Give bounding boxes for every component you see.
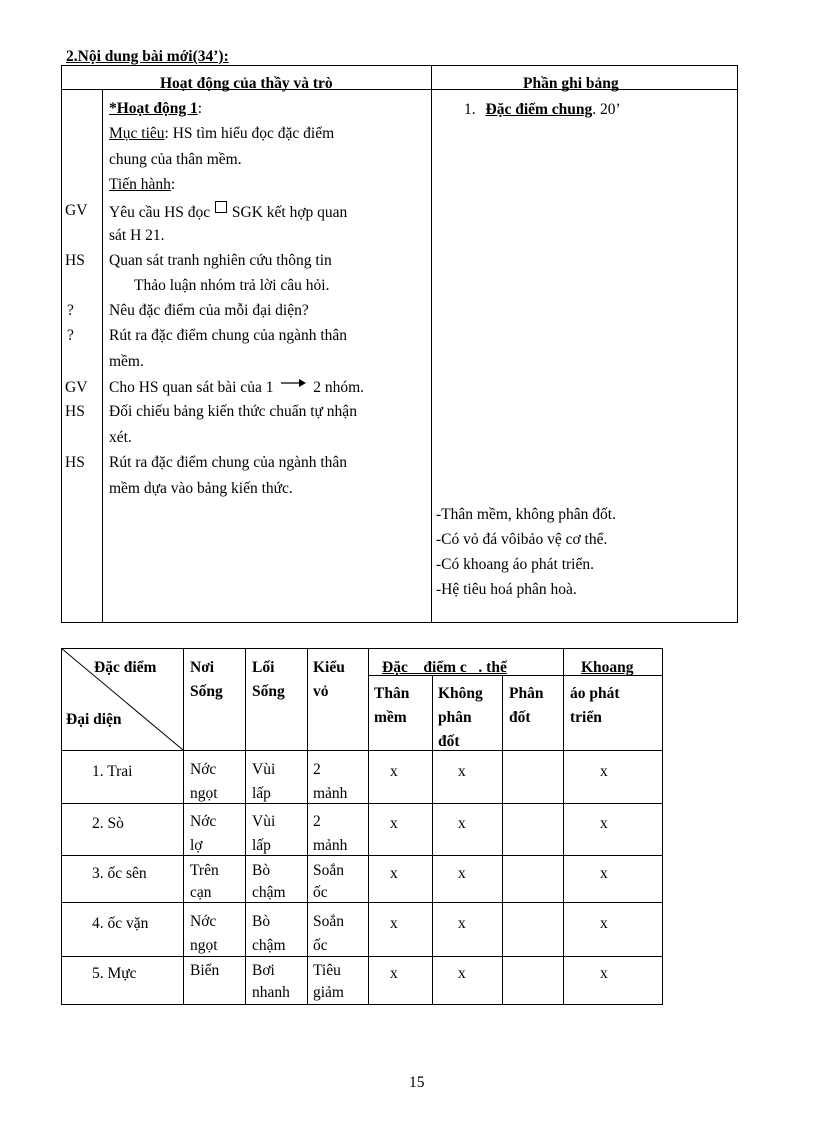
conclusion-line: -Có khoang áo phát triển. bbox=[436, 556, 594, 573]
row-species: 1. Trai bbox=[92, 763, 133, 780]
row-lifestyle-1: Vùi bbox=[252, 813, 276, 830]
row-shell bbox=[313, 910, 344, 958]
header-lifestyle bbox=[252, 656, 285, 704]
activity-title-colon: : bbox=[197, 100, 203, 117]
row-habitat-2: lợ bbox=[190, 837, 203, 854]
row-mantle-mark: x bbox=[600, 965, 608, 982]
gv-instruction bbox=[109, 201, 347, 223]
row-shell-2: mảnh bbox=[313, 837, 348, 854]
row-habitat-1: Nớc bbox=[190, 813, 217, 830]
row-unseg-mark: x bbox=[458, 915, 466, 932]
row-habitat bbox=[190, 860, 219, 904]
row-unseg-mark: x bbox=[458, 965, 466, 982]
row-unseg-mark: x bbox=[458, 815, 466, 832]
gv-instruction-part-b: SGK kết hợp quan bbox=[231, 204, 348, 221]
objective-text: : HS tìm hiểu đọc đặc điểm bbox=[164, 125, 335, 142]
row-mantle-mark: x bbox=[600, 865, 608, 882]
row-mantle-mark: x bbox=[600, 763, 608, 780]
question-1: Nêu đặc điểm của mỗi đại diện? bbox=[109, 302, 309, 319]
activity-title-text: *Hoạt động 1 bbox=[109, 100, 198, 117]
board-item-title: Đặc điểm chung bbox=[485, 101, 593, 118]
diag-header-representative: Đại diện bbox=[66, 711, 122, 728]
row-habitat-2: ngọt bbox=[190, 937, 218, 954]
header-shell-line-2: vỏ bbox=[313, 683, 329, 700]
header-habitat-line-1: Nơi bbox=[190, 659, 215, 676]
row-habitat-1: Trên bbox=[190, 862, 219, 879]
header-lifestyle-line-2: Sống bbox=[252, 683, 285, 700]
row-shell-2: ốc bbox=[313, 937, 328, 954]
row-habitat bbox=[190, 810, 216, 858]
header-segmented bbox=[509, 682, 543, 730]
arrow-right-icon bbox=[279, 378, 307, 388]
row-habitat-2: ngọt bbox=[190, 785, 218, 802]
header-unseg-line-1: Không bbox=[438, 685, 483, 702]
row-soft-mark: x bbox=[390, 815, 398, 832]
row-habitat bbox=[190, 910, 218, 958]
row-lifestyle-2: lấp bbox=[252, 785, 271, 802]
row-habitat-1: Nớc bbox=[190, 761, 217, 778]
row-shell-1: Soắn bbox=[313, 913, 344, 930]
row-habitat bbox=[190, 758, 218, 806]
page-number: 15 bbox=[409, 1074, 425, 1091]
gv-compare bbox=[109, 378, 364, 398]
header-mantle bbox=[570, 682, 620, 730]
header-activities: Hoạt động của thầy và trò bbox=[160, 75, 333, 92]
procedure-label: Tiến hành bbox=[109, 176, 171, 193]
row-shell-2: giảm bbox=[313, 984, 344, 1001]
gv-compare-part-a: Cho HS quan sát bài của 1 bbox=[109, 379, 274, 396]
row-shell-1: 2 bbox=[313, 813, 321, 830]
row-shell bbox=[313, 758, 347, 806]
row-soft-mark: x bbox=[390, 763, 398, 780]
row-shell-2: ốc bbox=[313, 884, 328, 901]
row-habitat-2: cạn bbox=[190, 884, 212, 901]
row-lifestyle-2: nhanh bbox=[252, 984, 290, 1001]
header-unsegmented bbox=[438, 682, 483, 754]
objective-line bbox=[109, 124, 334, 144]
conclusion-line: -Thân mềm, không phân đốt. bbox=[436, 506, 616, 523]
header-unseg-line-2: phân bbox=[438, 709, 472, 726]
row-lifestyle bbox=[252, 758, 275, 806]
header-shell-type bbox=[313, 656, 345, 704]
row-lifestyle bbox=[252, 810, 275, 858]
role-hs: HS bbox=[65, 252, 85, 269]
row-lifestyle-1: Bò bbox=[252, 862, 271, 879]
row-lifestyle-1: Bò bbox=[252, 913, 271, 930]
board-item-1 bbox=[464, 100, 621, 120]
objective-line-2: chung của thân mềm. bbox=[109, 151, 242, 168]
gv-compare-part-b: 2 nhóm. bbox=[313, 379, 365, 396]
row-soft-mark: x bbox=[390, 965, 398, 982]
row-shell-1: Soắn bbox=[313, 862, 344, 879]
hs-observe: Quan sát tranh nghiên cứu thông tin bbox=[109, 252, 332, 269]
row-shell-2: mảnh bbox=[313, 785, 348, 802]
gv-instruction-part-a: Yêu cầu HS đọc bbox=[109, 204, 211, 221]
row-lifestyle bbox=[252, 860, 286, 904]
header-mantle-line-1: áo phát bbox=[570, 685, 620, 702]
header-soft-body bbox=[374, 682, 409, 730]
activity-title bbox=[109, 99, 202, 119]
conclusion-line: -Có vỏ đá vôibảo vệ cơ thể. bbox=[436, 531, 608, 548]
hs-check: Đối chiếu bảng kiến thức chuẩn tự nhận bbox=[109, 403, 357, 420]
header-unseg-line-3: đốt bbox=[438, 733, 460, 750]
row-shell bbox=[313, 960, 344, 1004]
procedure-line bbox=[109, 175, 175, 195]
header-soft-line-2: mềm bbox=[374, 709, 407, 726]
row-lifestyle-1: Vùi bbox=[252, 761, 276, 778]
row-mantle-mark: x bbox=[600, 815, 608, 832]
hs-conclude-cont: mềm dựa vào bảng kiến thức. bbox=[109, 480, 293, 497]
diag-header-characteristics: Đặc điểm bbox=[94, 659, 157, 676]
row-mantle-mark: x bbox=[600, 915, 608, 932]
row-species: 2. Sò bbox=[92, 815, 124, 832]
row-lifestyle bbox=[252, 960, 290, 1004]
row-lifestyle-2: chậm bbox=[252, 937, 286, 954]
row-shell-1: 2 bbox=[313, 761, 321, 778]
role-hs: HS bbox=[65, 454, 85, 471]
role-gv: GV bbox=[65, 202, 88, 219]
gv-instruction-cont: sát H 21. bbox=[109, 227, 165, 244]
row-unseg-mark: x bbox=[458, 763, 466, 780]
objective-label: Mục tiêu bbox=[109, 125, 165, 142]
header-lifestyle-line-1: Lối bbox=[252, 659, 275, 676]
role-question: ? bbox=[67, 302, 74, 319]
header-seg-line-2: đốt bbox=[509, 709, 531, 726]
board-item-number: 1. bbox=[464, 101, 476, 118]
header-habitat-line-2: Sống bbox=[190, 683, 223, 700]
header-habitat bbox=[190, 656, 223, 704]
question-2: Rút ra đặc điểm chung của ngành thân bbox=[109, 327, 348, 344]
row-habitat-1: Nớc bbox=[190, 913, 217, 930]
section-heading: 2.Nội dung bài mới(34’): bbox=[66, 48, 229, 65]
row-shell bbox=[313, 860, 344, 904]
row-shell-1: Tiêu bbox=[313, 962, 341, 979]
header-soft-line-1: Thân bbox=[374, 685, 410, 702]
role-question: ? bbox=[67, 327, 74, 344]
header-shell-line-1: Kiểu bbox=[313, 659, 345, 676]
row-habitat bbox=[190, 960, 219, 982]
row-lifestyle-2: lấp bbox=[252, 837, 271, 854]
header-mantle-line-2: triển bbox=[570, 709, 602, 726]
row-soft-mark: x bbox=[390, 915, 398, 932]
header-seg-line-1: Phân bbox=[509, 685, 544, 702]
row-lifestyle-1: Bơi bbox=[252, 962, 275, 979]
row-soft-mark: x bbox=[390, 865, 398, 882]
header-mantle-top: Khoang bbox=[581, 659, 634, 676]
row-unseg-mark: x bbox=[458, 865, 466, 882]
row-species: 3. ốc sên bbox=[92, 865, 147, 882]
book-box-icon bbox=[215, 201, 227, 213]
board-item-time: . 20’ bbox=[592, 101, 621, 118]
row-shell bbox=[313, 810, 347, 858]
role-hs: HS bbox=[65, 403, 85, 420]
hs-check-cont: xét. bbox=[109, 429, 132, 446]
header-body-characteristics: Đặc điểm c . thể bbox=[382, 659, 507, 676]
hs-conclude: Rút ra đặc điểm chung của ngành thân bbox=[109, 454, 348, 471]
header-board-notes: Phần ghi bảng bbox=[523, 75, 619, 92]
role-gv: GV bbox=[65, 379, 88, 396]
row-species: 4. ốc vặn bbox=[92, 915, 149, 932]
hs-discuss: Thảo luận nhóm trả lời câu hỏi. bbox=[134, 277, 330, 294]
row-species: 5. Mực bbox=[92, 965, 137, 982]
row-habitat-1: Biển bbox=[190, 962, 220, 979]
conclusion-line: -Hệ tiêu hoá phân hoà. bbox=[436, 581, 577, 598]
row-lifestyle bbox=[252, 910, 286, 958]
procedure-colon: : bbox=[170, 176, 176, 193]
row-lifestyle-2: chậm bbox=[252, 884, 286, 901]
question-2-cont: mềm. bbox=[109, 353, 144, 370]
